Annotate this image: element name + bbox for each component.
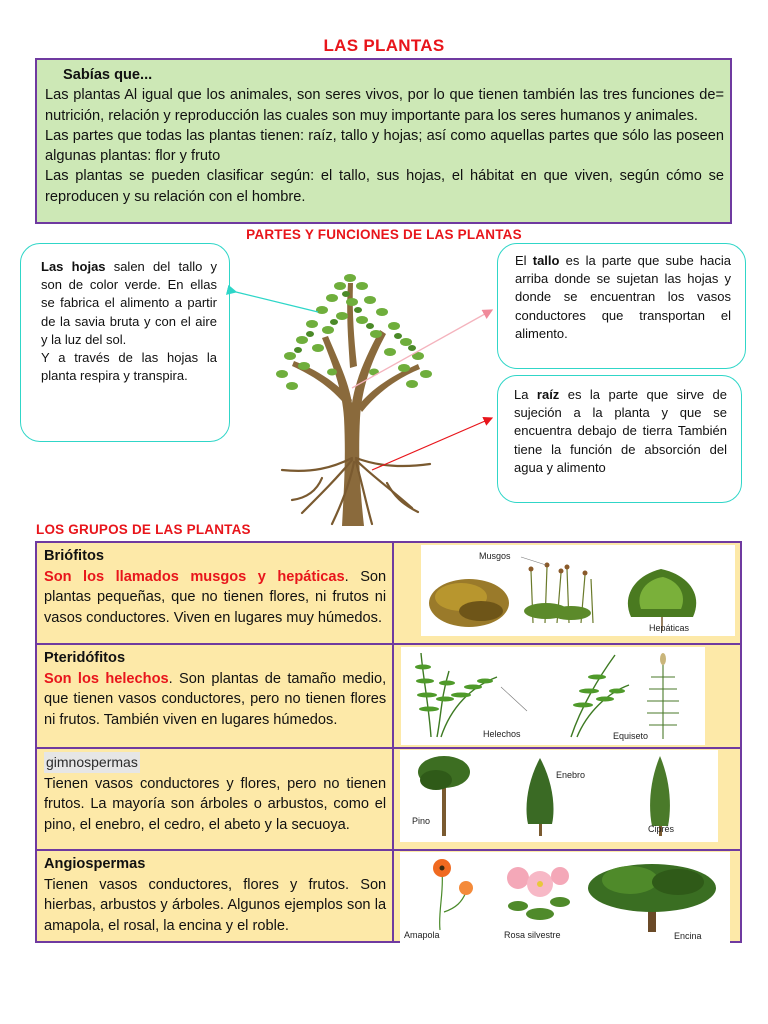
parts-section-title: PARTES Y FUNCIONES DE LAS PLANTAS [246,227,522,242]
group-text-angiospermas [36,850,393,942]
label-cipres: Ciprés [648,824,675,834]
label-amapola: Amapola [404,930,440,940]
intro-lead: Sabías que... [63,67,153,83]
term-raiz: raíz [536,387,560,402]
label-enebro: Enebro [556,770,586,780]
raiz-pre: La [514,387,537,402]
tallo-text: es la parte que sube hacia arriba donde se sujetan las hojas y donde se encuentran los vasos conductores que transportan el alimento. [515,253,732,341]
group-name: Angiospermas [44,856,146,872]
raiz-text: es la parte que sirve de sujeción a la planta y que se encuentra debajo de tierra También tiene la función de absorción del agua y alimento [514,387,728,475]
label-encina: Encina [674,931,702,941]
flowering-plants-illustration [400,852,730,943]
label-pino: Pino [412,816,431,826]
group-name: Briófitos [44,548,104,564]
group-description: . Son plantas de tamaño medio, que tienen vasos conductores, pero no tienen flores ni frutos. También viven en lugares húmedos. [44,670,387,728]
group-description: . Son plantas pequeñas, que no tienen flores, ni frutos ni vasos conductores. Viven en lugares muy húmedos. [44,568,387,626]
callout-raiz [497,375,742,503]
callout-tallo [497,243,746,369]
callout-hojas [20,243,230,442]
group-name: Pteridófitos [44,650,126,666]
label-musgos: Musgos [479,551,511,561]
intro-paragraph-2: Las partes que todas las plantas tienen: raíz, tallo y hojas; así como aquellas partes que sólo las poseen algunas plantas: flor y fruto [45,127,724,165]
hojas-text: salen del tallo y son de color verde. En ellas se fabrica el alimento a partir de la savia bruta y con el aire y la luz del sol. [41,259,217,347]
group-text-pteridofitos [36,644,393,748]
hojas-text-2: Y a través de las hojas la planta respira y transpira. [41,350,217,384]
group-description: Tienen vasos conductores y flores, pero no tienen frutos. La mayoría son árboles o arbustos, como el pino, el enebro, el cedro, el abeto y la secuoya. [44,775,387,833]
intro-paragraph-1: Las plantas Al igual que los animales, son seres vivos, por lo que tienen también las tres funciones de= nutrición, relación y reproducción las cuales son muy importante para los seres humanos y animales. [45,87,724,124]
moss-illustration [421,545,735,636]
group-text-briofitos [36,542,393,644]
fern-illustration [401,647,705,745]
conifer-illustration [400,750,718,842]
term-hojas: Las hojas [41,259,106,274]
label-rosa-silvestre: Rosa silvestre [504,930,561,940]
group-description: Tienen vasos conductores, flores y frutos. Son hierbas, arbustos y árboles. Algunos ejemplos son la amapola, el rosal, la encina y el roble. [44,876,387,934]
group-highlight: Son los llamados musgos y hepáticas [44,568,345,585]
intro-paragraph-3: Las plantas se pueden clasificar según: el tallo, sus hojas, el hábitat en que viven, según cómo se reproducen y su relación con el hombre. [45,168,724,205]
groups-section-title: LOS GRUPOS DE LAS PLANTAS [36,522,251,537]
group-highlight: Son los helechos [44,670,169,687]
group-text-gimnospermas [36,748,393,850]
term-tallo: tallo [532,253,560,268]
label-helechos: Helechos [483,729,521,739]
page-title: LAS PLANTAS [323,36,445,55]
group-name: gimnospermas [44,752,140,773]
label-equiseto: Equiseto [613,731,649,741]
tree-illustration [262,268,440,526]
intro-box [35,58,732,224]
label-hepaticas: Hepáticas [649,623,690,633]
tallo-pre: El [515,253,533,268]
